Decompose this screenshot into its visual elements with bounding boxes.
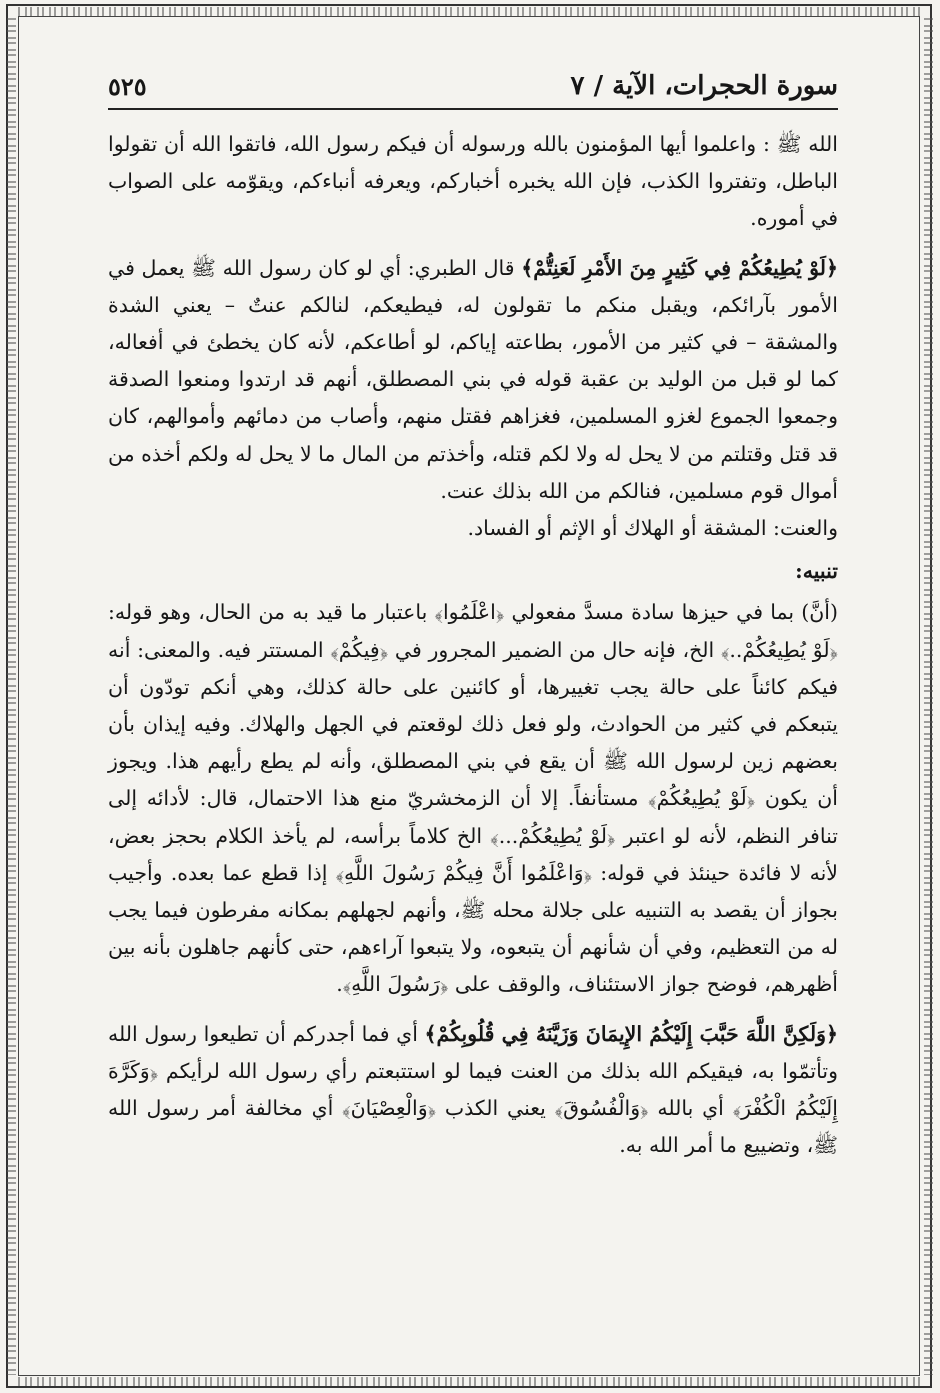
header-rule [108, 108, 838, 110]
spacer [108, 238, 838, 250]
decorative-border-left [7, 18, 16, 1375]
surah-title: سورة الحجرات، الآية / ٧ [570, 71, 838, 101]
decorative-border-bottom [18, 1377, 922, 1386]
decorative-border-top [18, 7, 922, 16]
decorative-border-right [924, 18, 933, 1375]
quran-quote: ﴿لَوْ يُطِيعُكُمْ فِي كَثِيرٍ مِنَ الأَمْرِ لَعَنِتُّمْ﴾ [521, 255, 838, 280]
paragraph-5-text: أي فما أجدركم أن تطيعوا رسول الله وتأتمّوا به، فيقيكم الله بذلك من العنت فيما لو استتبعتم رأي رسول الله لرأيكم ﴿وَكَرَّهَ إِلَيْكُمُ الْكُفْرَ﴾ أي بالله ﴿وَالْفُسُوقَ﴾ يعني الكذب ﴿وَالْعِصْيَانَ﴾ أي مخالفة أمر رسول الله ﷺ، وتضييع ما أمر الله به. [108, 1021, 838, 1158]
paragraph-1: الله ﷺ : واعلموا أيها المؤمنون بالله ورسوله أن فيكم رسول الله، فاتقوا الله أن تقولوا الباطل، وتفتروا الكذب، فإن الله يخبره أخباركم، ويعرفه أنباءكم، ويقوّمه على الصواب في أموره. [108, 132, 838, 231]
paragraph-2-text: قال الطبري: أي لو كان رسول الله ﷺ يعمل في الأمور بآرائكم، ويقبل منكم ما تقولون له، فيطيعكم، لنالكم عنتٌ – يعني الشدة والمشقة – في كثير من الأمور، بطاعته إياكم، لو أطاعكم، لأنه كان يخطئ في أفعاله، كما لو قبل من الوليد بن عقبة قوله في بني المصطلق، أنهم قد ارتدوا ومنعوا الصدقة وجمعوا الجموع لغزو المسلمين، فغزاهم فقتل منهم، وأصاب من دمائهم وأموالهم، كان قد قتل وقتلتم من لا يحل له ولا لكم قتله، وأخذتم من المال ما لا يحل له ولكم أخذه من أموال قوم مسلمين، فنالكم من الله بذلك عنت. [108, 255, 838, 503]
quran-quote: ﴿وَلَكِنَّ اللَّهَ حَبَّبَ إِلَيْكُمُ الإِيمَانَ وَزَيَّنَهُ فِي قُلُوبِكُمْ﴾ [424, 1021, 838, 1046]
page-header [108, 66, 838, 106]
page-number: ٥٢٥ [108, 71, 147, 101]
paragraph-4: (أنَّ) بما في حيزها سادة مسدَّ مفعولي ﴿اعْلَمُوا﴾ باعتبار ما قيد به من الحال، وهو قوله: ﴿لَوْ يُطِيعُكُمْ..﴾ الخ، فإنه حال من الضمير المجرور في ﴿فِيكُمْ﴾ المستتر فيه. والمعنى: أنه فيكم كائناً على حالة يجب تغييرها، أو كائنين على حالة كذلك، وهي أنكم تودّون أن يتبعكم في كثير من الحوادث، ولو فعل ذلك لوقعتم في الجهل والهلاك. وفيه إيذان بأن بعضهم زين لرسول الله ﷺ أن يقع في بني المصطلق، وأنه لم يطع رأيهم هذا. ويجوز أن يكون ﴿لَوْ يُطِيعُكُمْ﴾ مستأنفاً. إلا أن الزمخشريّ منع هذا الاحتمال، قال: لأدائه إلى تنافر النظم، لأنه لو اعتبر ﴿لَوْ يُطِيعُكُمْ...﴾ الخ كلاماً برأسه، لم يأخذ الكلام بحجز بعض، لأنه لا فائدة حينئذ في قوله: ﴿وَاعْلَمُوا أَنَّ فِيكُمْ رَسُولَ اللَّهِ﴾ إذا قطع عما بعده. وأجيب بجواز أن يقصد به التنبيه على جلالة محله ﷺ، وأنهم لجهلهم بمكانه مفرطون فيما يجب له من التعظيم، وفي أن شأنهم أن يتبعوه، ولا يتبعوا آراءهم، حتى كأنهم جاهلون بأنه بين أظهرهم، فوضح جواز الاستئناف، والوقف على ﴿رَسُولَ اللَّهِ﴾. [108, 600, 838, 997]
note-heading: تنبيه: [795, 559, 838, 584]
paragraph-5 [108, 1016, 838, 1165]
spacer [108, 1004, 838, 1016]
paragraph-2 [108, 250, 838, 510]
page-body [108, 126, 838, 1164]
paragraph-3: والعنت: المشقة أو الهلاك أو الإثم أو الفساد. [467, 516, 838, 541]
